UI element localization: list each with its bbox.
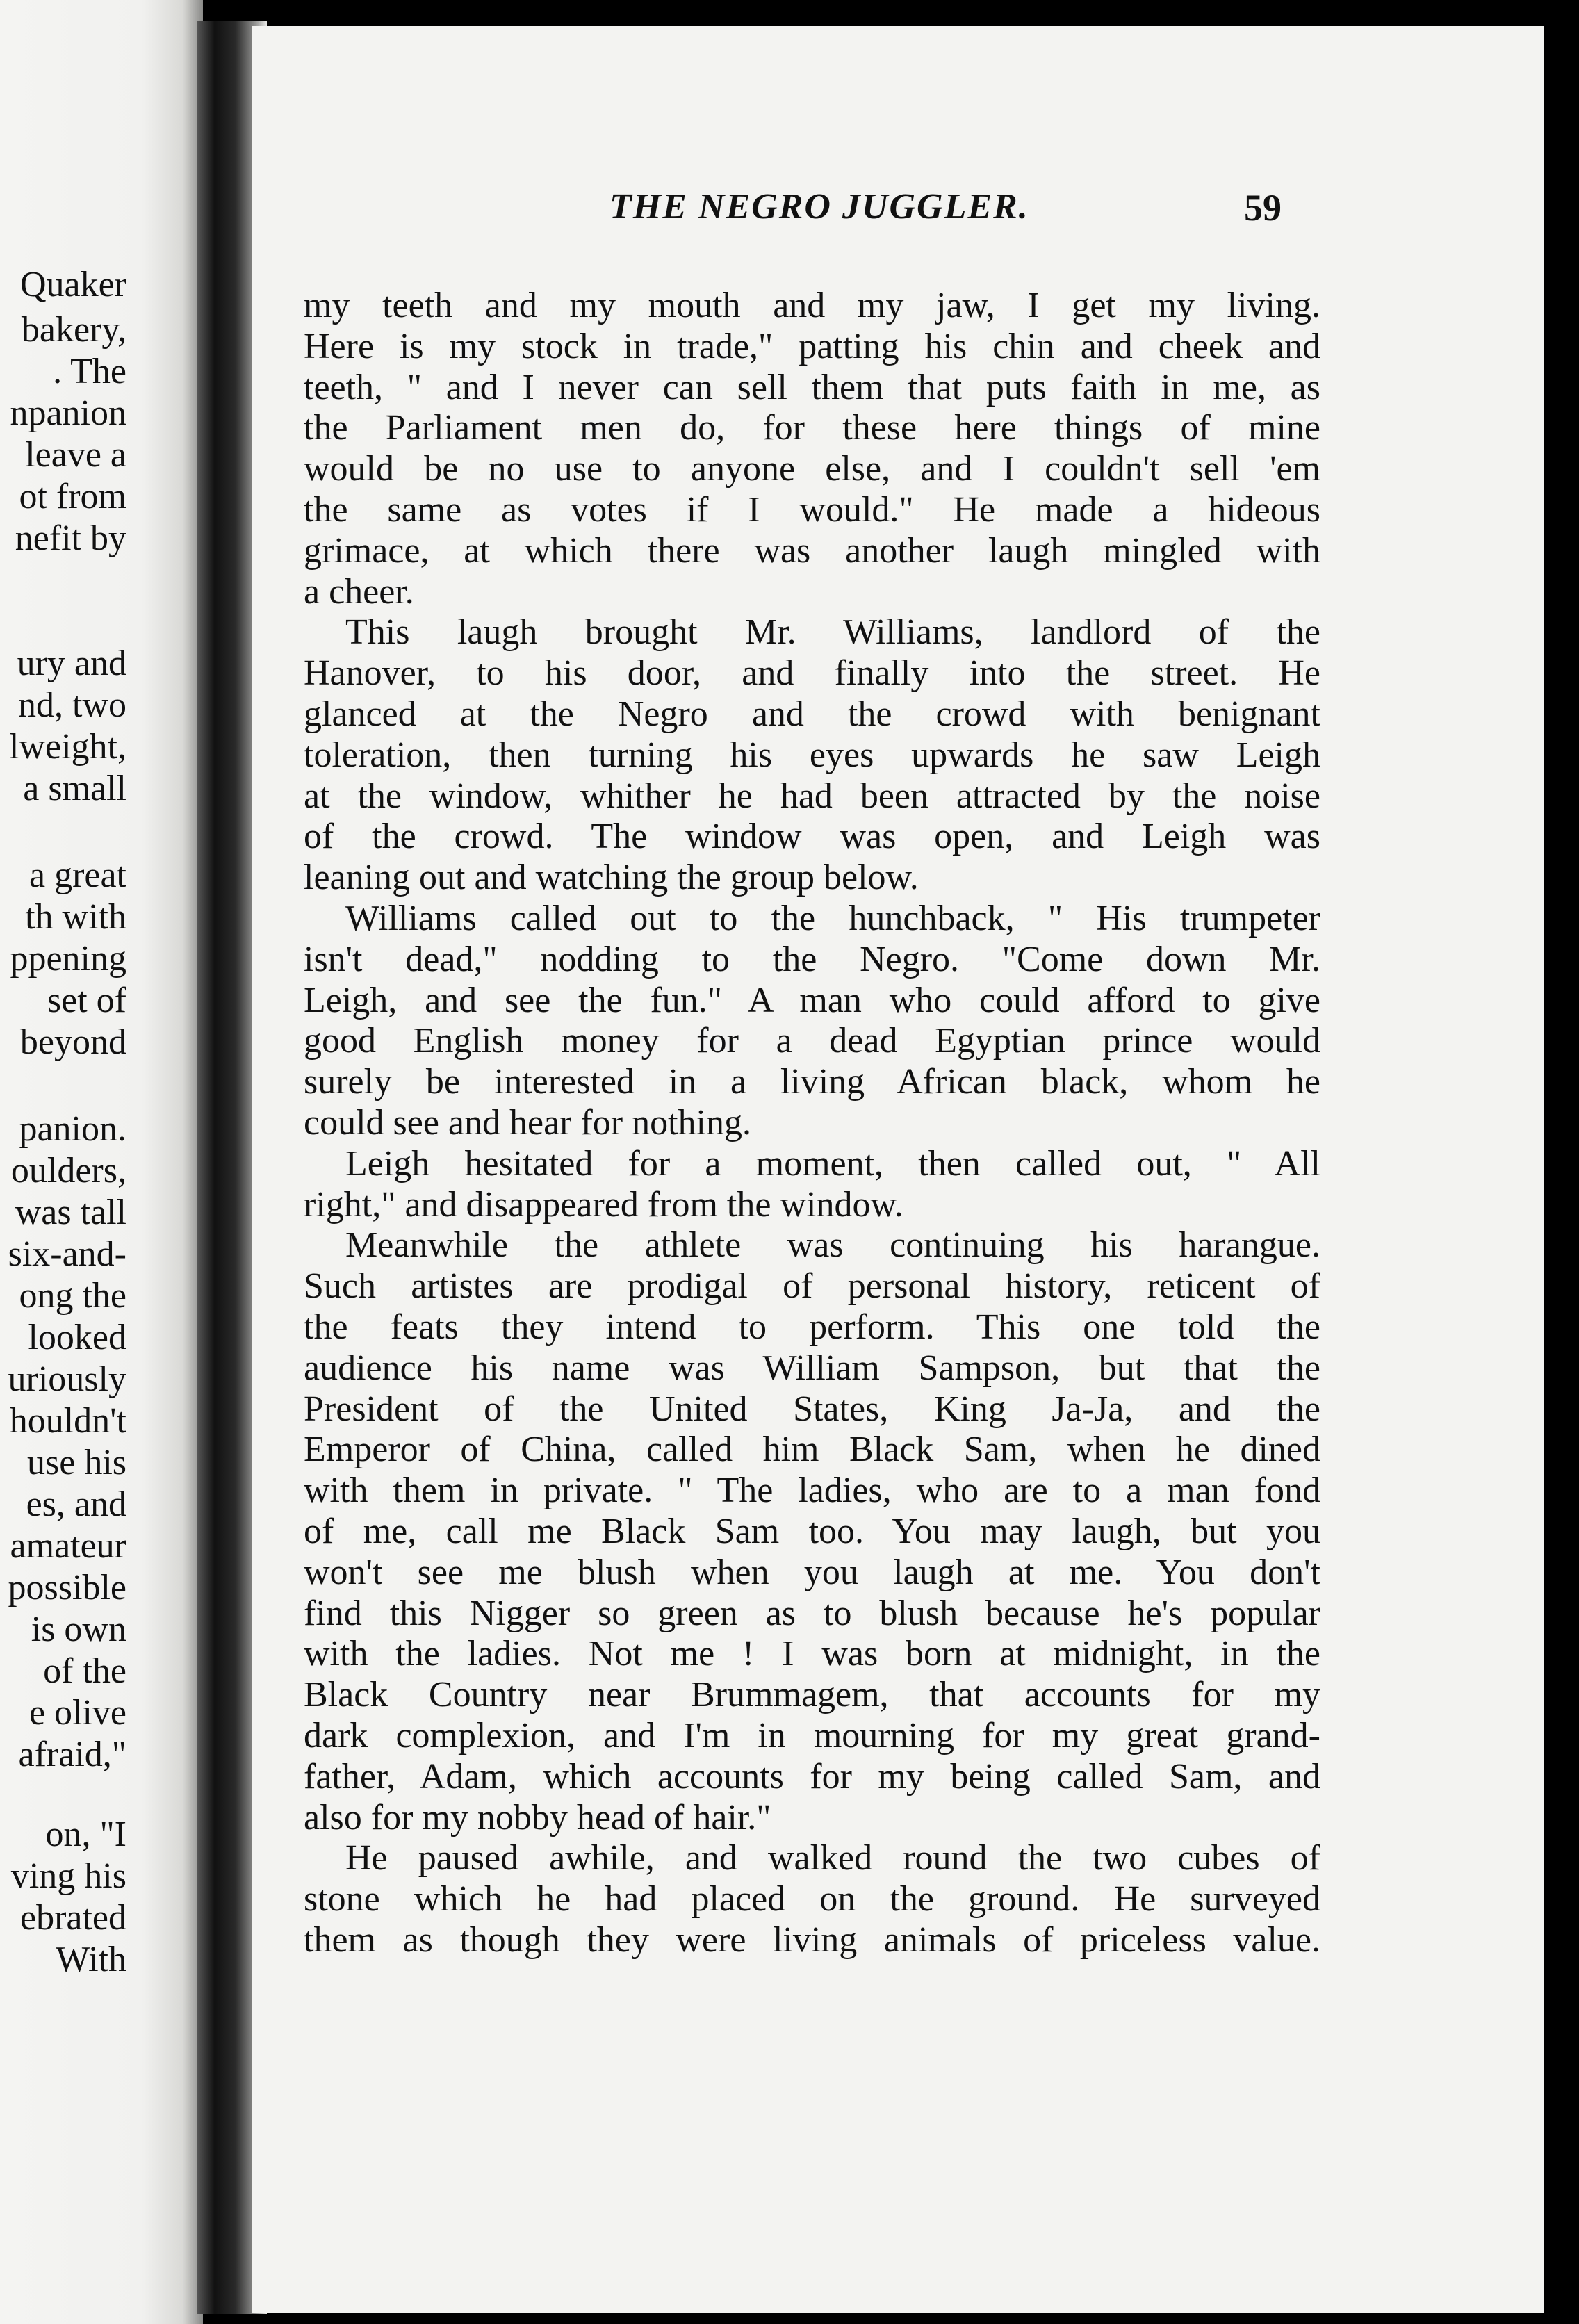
- text-line: Hanover, to his door, and finally into the street. He: [304, 653, 1320, 693]
- text-line: glanced at the Negro and the crowd with benignant: [304, 694, 1320, 734]
- text-line: dark complexion, and I'm in mourning for my great grand-: [304, 1716, 1320, 1756]
- text-line: Williams called out to the hunchback, " His trumpeter: [345, 899, 1320, 938]
- text-line: at the window, whither he had been attracted by the noise: [304, 776, 1320, 816]
- previous-page-line: ury and: [17, 644, 126, 683]
- previous-page-line: nd, two: [18, 685, 126, 725]
- previous-page-line: ong the: [19, 1276, 126, 1316]
- text-line: grimace, at which there was another laugh mingled with: [304, 531, 1320, 571]
- previous-page-line: was tall: [15, 1193, 126, 1232]
- previous-page-line: a small: [23, 769, 126, 808]
- previous-page-line: th with: [25, 897, 126, 937]
- text-line: right," and disappeared from the window.: [304, 1185, 903, 1225]
- text-line: also for my nobby head of hair.": [304, 1798, 771, 1838]
- previous-page-line: possible: [8, 1568, 126, 1607]
- text-line: won't see me blush when you laugh at me. You don't: [304, 1553, 1320, 1592]
- text-line: stone which he had placed on the ground. He surveyed: [304, 1879, 1320, 1919]
- previous-page-line: amateur: [10, 1526, 126, 1566]
- text-line: Such artistes are prodigal of personal history, reticent of: [304, 1266, 1320, 1306]
- text-line: my teeth and my mouth and my jaw, I get my living.: [304, 286, 1320, 325]
- text-line: toleration, then turning his eyes upwards he saw Leigh: [304, 735, 1320, 775]
- text-line: the same as votes if I would." He made a hideous: [304, 490, 1320, 530]
- text-line: with the ladies. Not me ! I was born at midnight, in the: [304, 1634, 1320, 1674]
- previous-page-line: With: [56, 1940, 126, 1979]
- text-line: father, Adam, which accounts for my being called Sam, and: [304, 1757, 1320, 1797]
- text-line: Leigh hesitated for a moment, then called out, " All: [345, 1144, 1320, 1184]
- previous-page-line: ppening: [10, 939, 126, 979]
- text-line: teeth, " and I never can sell them that puts faith in me, as: [304, 368, 1320, 407]
- previous-page-line: bakery,: [21, 310, 126, 350]
- text-line: with them in private. " The ladies, who are to a man fond: [304, 1471, 1320, 1510]
- text-line: Meanwhile the athlete was continuing his harangue.: [345, 1225, 1320, 1265]
- previous-page-line: set of: [47, 981, 126, 1020]
- previous-page-line: on, "I: [45, 1815, 126, 1854]
- running-head: THE NEGRO JUGGLER.: [609, 187, 1029, 227]
- previous-page: [0, 0, 203, 2324]
- text-line: them as though they were living animals of priceless value.: [304, 1920, 1320, 1960]
- text-line: He paused awhile, and walked round the two cubes of: [345, 1838, 1320, 1878]
- previous-page-line: panion.: [19, 1109, 126, 1149]
- text-line: audience his name was William Sampson, but that the: [304, 1348, 1320, 1388]
- previous-page-line: a great: [28, 856, 126, 895]
- text-line: Leigh, and see the fun." A man who could afford to give: [304, 981, 1320, 1020]
- previous-page-line: nefit by: [15, 518, 126, 558]
- previous-page-line: is own: [31, 1610, 126, 1649]
- previous-page-line: beyond: [19, 1022, 126, 1062]
- previous-page-line: npanion: [10, 393, 126, 433]
- text-line: leaning out and watching the group below.: [304, 858, 919, 897]
- text-line: This laugh brought Mr. Williams, landlord of the: [345, 612, 1320, 652]
- previous-page-line: of the: [43, 1651, 126, 1691]
- previous-page-line: afraid,": [18, 1735, 126, 1774]
- text-line: Emperor of China, called him Black Sam, when he dined: [304, 1430, 1320, 1469]
- previous-page-line: uriously: [8, 1359, 126, 1399]
- previous-page-line: ving his: [10, 1856, 126, 1896]
- previous-page-line: . The: [53, 352, 126, 391]
- previous-page-line: e olive: [28, 1693, 126, 1733]
- text-line: isn't dead," nodding to the Negro. "Come down Mr.: [304, 940, 1320, 979]
- page-number: 59: [1244, 187, 1282, 229]
- text-line: a cheer.: [304, 572, 414, 612]
- text-line: of the crowd. The window was open, and Leigh was: [304, 817, 1320, 856]
- text-line: could see and hear for nothing.: [304, 1103, 752, 1143]
- previous-page-line: ebrated: [19, 1898, 126, 1938]
- previous-page-line: lweight,: [9, 727, 126, 767]
- text-line: would be no use to anyone else, and I couldn't sell 'em: [304, 449, 1320, 489]
- previous-page-line: looked: [28, 1318, 126, 1357]
- previous-page-line: leave a: [25, 435, 126, 475]
- text-line: good English money for a dead Egyptian prince would: [304, 1021, 1320, 1061]
- text-line: Here is my stock in trade," patting his chin and cheek and: [304, 327, 1320, 366]
- previous-page-line: oulders,: [10, 1151, 126, 1190]
- text-line: of me, call me Black Sam too. You may laugh, but you: [304, 1512, 1320, 1551]
- previous-page-line: ot from: [19, 477, 126, 516]
- previous-page-line: Quaker: [19, 265, 126, 304]
- previous-page-line: use his: [27, 1443, 126, 1482]
- text-line: President of the United States, King Ja-Ja, and the: [304, 1389, 1320, 1429]
- text-line: find this Nigger so green as to blush because he's popular: [304, 1594, 1320, 1633]
- text-line: Black Country near Brummagem, that accounts for my: [304, 1675, 1320, 1715]
- text-line: the feats they intend to perform. This one told the: [304, 1307, 1320, 1347]
- text-line: the Parliament men do, for these here things of mine: [304, 408, 1320, 448]
- previous-page-line: houldn't: [9, 1401, 126, 1441]
- previous-page-line: es, and: [26, 1484, 126, 1524]
- previous-page-line: six-and-: [8, 1234, 126, 1274]
- text-line: surely be interested in a living African black, whom he: [304, 1062, 1320, 1102]
